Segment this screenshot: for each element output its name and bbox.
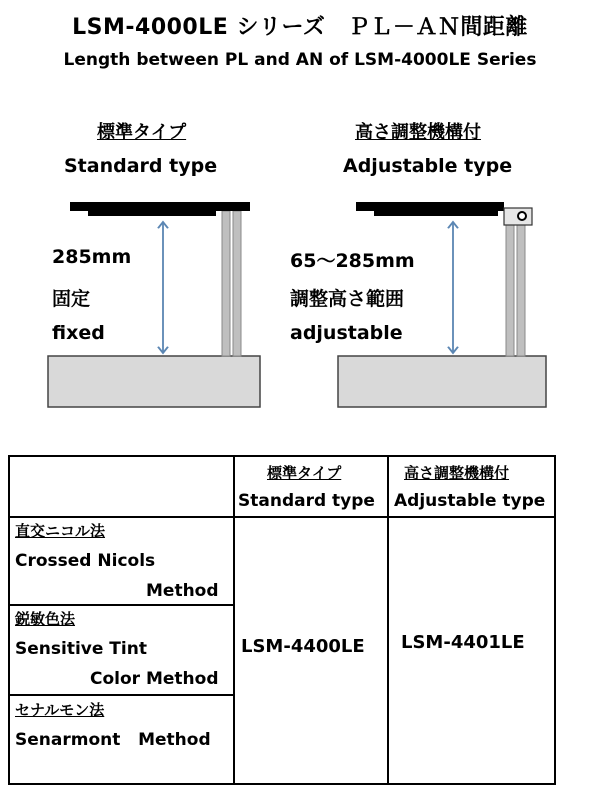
table-divider-col2 <box>387 457 389 783</box>
table-col-adjustable-en: Adjustable type <box>394 491 546 511</box>
standard-pillar-left <box>222 211 230 356</box>
standard-stage-plate <box>70 202 250 211</box>
row-senarmont-en: Senarmont Method <box>15 730 211 750</box>
row-sensitive-tint-en-1: Sensitive Tint <box>15 639 147 659</box>
standard-base <box>48 356 260 407</box>
row-crossed-nicols-en-2: Method <box>146 581 219 601</box>
adjustable-base <box>338 356 546 407</box>
adjustable-distance-range: 65～285mm <box>290 250 415 272</box>
table-col-adjustable-jp: 高さ調整機構付 <box>404 464 510 482</box>
page-title-jp: LSM-4000LE シリーズ ＰＬ－ＡＮ間距離 <box>72 15 528 40</box>
table-divider-row2 <box>10 694 233 696</box>
table-col-standard-jp: 標準タイプ <box>267 464 342 482</box>
adjustable-stage-lower <box>374 211 498 216</box>
adjustable-pillar-right <box>517 211 525 356</box>
adjustable-type-label-jp: 高さ調整機構付 <box>355 122 481 143</box>
standard-mode-en: fixed <box>52 322 105 344</box>
table-divider-row1 <box>10 604 233 606</box>
adjustable-stage-plate <box>356 202 504 211</box>
model-standard: LSM-4400LE <box>241 636 365 657</box>
standard-distance-value: 285mm <box>52 246 132 268</box>
adjustable-type-label-en: Adjustable type <box>343 155 513 177</box>
table-col-standard-en: Standard type <box>238 491 375 511</box>
model-adjustable: LSM-4401LE <box>401 632 525 653</box>
row-sensitive-tint-en-2: Color Method <box>90 669 219 689</box>
row-crossed-nicols-en-1: Crossed Nicols <box>15 551 156 571</box>
method-model-table <box>8 455 556 785</box>
page-title-en: Length between PL and AN of LSM-4000LE Series <box>63 50 537 70</box>
standard-type-label-en: Standard type <box>64 155 218 177</box>
table-divider-header <box>10 516 554 518</box>
adjustable-mode-jp: 調整高さ範囲 <box>290 288 405 310</box>
row-sensitive-tint-jp: 鋭敏色法 <box>15 610 76 628</box>
row-crossed-nicols-jp: 直交ニコル法 <box>15 522 106 540</box>
standard-stage-lower <box>88 211 216 216</box>
row-senarmont-jp: セナルモン法 <box>15 701 105 719</box>
standard-pillar-right <box>233 211 241 356</box>
adjustable-pillar-left <box>506 211 514 356</box>
adjustable-mode-en: adjustable <box>290 322 403 344</box>
table-divider-col1 <box>233 457 235 783</box>
standard-mode-jp: 固定 <box>52 288 91 310</box>
standard-type-label-jp: 標準タイプ <box>97 122 187 143</box>
knob-screw-icon <box>518 212 526 220</box>
